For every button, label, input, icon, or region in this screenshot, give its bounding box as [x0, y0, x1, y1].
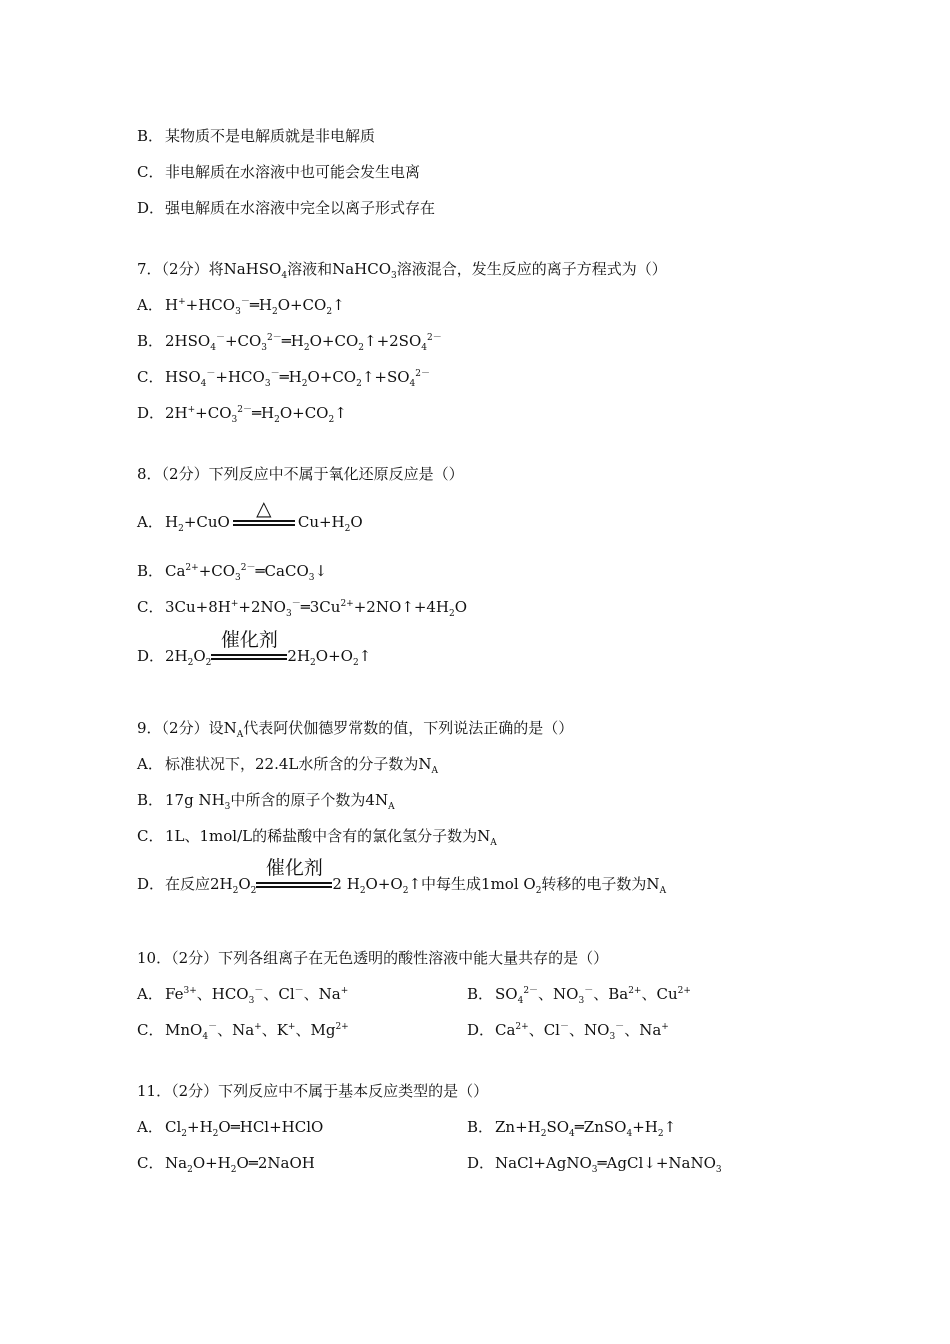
catalyst-condition-arrow: 催化剂 [211, 654, 287, 660]
q7-stem: 7．（2分）将NaHSO$_4$溶液和NaHCO$_3$溶液混合，发生反应的离子方程式为（） [137, 260, 667, 281]
q10-option-d: D．$Ca^{2+}$、Cl－、$NO_3^-$、Na+ [467, 1021, 669, 1042]
q7-option-d: D．$2H^++CO_3^{2-}═H_2O+CO_2↑$ [137, 404, 347, 425]
q9-option-b: B． 17g $NH_3$中所含的原子个数为$4N_A$ [137, 791, 395, 812]
heat-condition-arrow [233, 496, 295, 526]
catalyst-condition-arrow: 催化剂 [256, 882, 332, 888]
q10-option-c: C． MnO$_4$－、Na+、K+、$Mg^{2+}$ [137, 1021, 349, 1042]
q8-option-d: D．$2H_2O_2$ 催化剂 $2H_2O+O_2↑$ [137, 629, 372, 668]
q8-option-b: B． $Ca^{2+}+CO_3^{2-}═CaCO_3↓$ [137, 562, 328, 583]
q9-option-c: C． 1L、1mol/L的稀盐酸中含有的氯化氢分子数为$N_A$ [137, 827, 497, 848]
q11-stem: 11．（2分）下列反应中不属于基本反应类型的是（） [137, 1082, 489, 1100]
q8-option-a: A． $H_2+CuO$ △ $Cu+H_2O$ [137, 496, 363, 534]
q11-option-c: C． $Na_2O+H_2O═2NaOH$ [137, 1154, 315, 1175]
q7-option-c: C． $HSO_4^-+HCO_3^-═H_2O+CO_2↑+SO_4^{2-}$ [137, 368, 431, 389]
q7-option-a: A． $H^++HCO_3^-═H_2O+CO_2↑$ [137, 296, 345, 317]
q11-option-d: D．NaCl+AgNO$_3$═AgCl↓+NaNO$_3$ [467, 1154, 722, 1175]
q9-stem: 9．（2分）设$N_A$代表阿伏伽德罗常数的值，下列说法正确的是（） [137, 719, 574, 740]
q9-option-a: A． 标准状况下，22.4L水所含的分子数为$N_A$ [137, 755, 438, 776]
q7-option-b: B． $2HSO_4^-+CO_3^{2-}═H_2O+CO_2↑+2SO_4^{2-}$ [137, 332, 442, 353]
q11-option-b: B． $Zn+H_2SO_4═ZnSO_4+H_2↑$ [467, 1118, 677, 1139]
q8-option-c: C． $3Cu+8H^++2NO_3^-═3Cu^{2+}+2NO↑+4H_2O$ [137, 598, 468, 619]
q10-option-a: A． $Fe^{3+}$、$HCO_3^-$、Cl－、Na+ [137, 985, 349, 1006]
q11-option-a: A． $Cl_2+H_2O═HCl+HClO$ [137, 1118, 324, 1139]
q8-stem: 8．（2分）下列反应中不属于氧化还原反应是（） [137, 465, 464, 483]
q6-option-c: C． 非电解质在水溶液中也可能会发生电离 [137, 163, 421, 181]
q10-stem: 10．（2分）下列各组离子在无色透明的酸性溶液中能大量共存的是（） [137, 949, 609, 967]
q6-option-b: B． 某物质不是电解质就是非电解质 [137, 127, 376, 145]
heat-triangle-icon: △ [256, 496, 272, 520]
q9-option-d: D．在反应$2H_2O_2$ 催化剂 2 $H_2O+O_2↑$中每生成1mol $O_2$转移的电子数为$N_A$ [137, 857, 667, 896]
q6-option-d: D．强电解质在水溶液中完全以离子形式存在 [137, 199, 436, 217]
q10-option-b: B． $SO_4^{2-}$、$NO_3^-$、$Ba^{2+}$、$Cu^{2+}$ [467, 985, 691, 1006]
